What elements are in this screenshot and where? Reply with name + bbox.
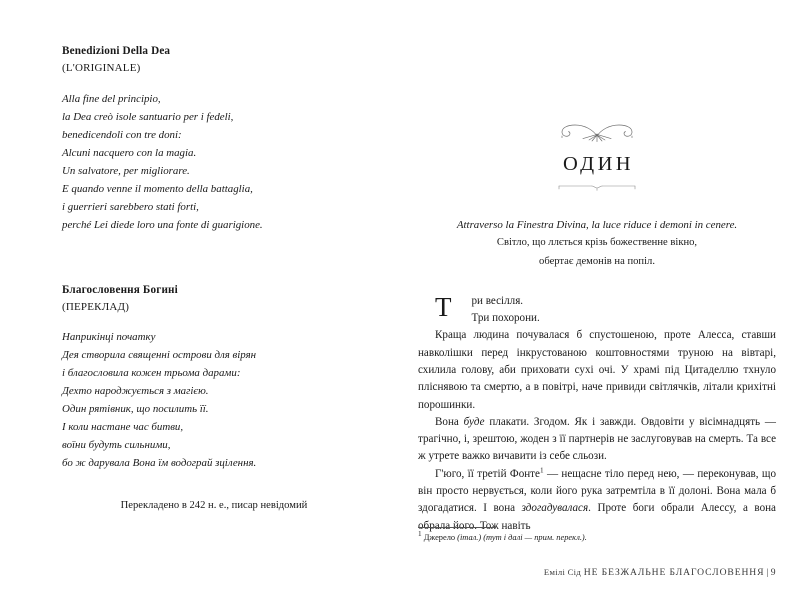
poem-line: Дехто народжується з магією. <box>62 385 209 398</box>
poem-line: E quando venne il momento della battaglia, <box>62 182 253 195</box>
poem-line: І коли настане час битви, <box>62 421 184 434</box>
body-paragraph-1 <box>418 293 776 328</box>
footer-book-title: НЕ БЕЗЖАЛЬНЕ БЛАГОСЛОВЕННЯ <box>583 567 765 578</box>
translated-poem-block <box>62 283 360 474</box>
chapter-epigraph <box>418 216 776 271</box>
drop-cap: Т <box>435 291 452 322</box>
footnote-entry <box>418 532 776 544</box>
paragraph-4-part-a: Г'юго, її третій Фонте <box>435 467 540 480</box>
translated-poem-lines <box>62 329 360 473</box>
original-poem-block <box>62 44 360 235</box>
poem-line: Un salvatore, per migliorare. <box>62 164 190 177</box>
translation-attribution: Перекладено в 242 н. е., писар невідомий <box>120 500 308 511</box>
poem-line: benedicendoli con tre doni: <box>62 128 182 141</box>
poem-line: Дея створила священні острови для вірян <box>62 349 257 362</box>
body-paragraph-1-line-2: Три похорони. <box>471 312 540 325</box>
epigraph-ukrainian-line-2: обертає демонів на попіл. <box>539 255 655 267</box>
body-paragraph-4 <box>418 466 776 535</box>
footnote-area <box>418 527 776 544</box>
right-page <box>400 0 800 600</box>
poem-line: бо ж дарувала Вона їм водограй зцілення. <box>62 457 257 470</box>
poem-line: i guerrieri sarebbero stati forti, <box>62 200 199 213</box>
footnote-number: 1 <box>418 530 422 539</box>
poem-line: Наприкінці початку <box>62 331 156 344</box>
chapter-heading <box>418 122 776 192</box>
paragraph-3-part-b: плакати. Згодом. Як і завжди. Овдовіти у вісімнадцять — трагічно, і, зрештою, жоден з її партнерів не заслуговував на смерть. Та все ж утрете важко вичавити із себе сльози. <box>418 415 776 463</box>
paragraph-3-part-a: Вона <box>435 415 464 428</box>
flourish-rule-icon <box>558 183 636 192</box>
paragraph-3-emphasis: буде <box>463 415 485 428</box>
poem-line: Alla fine del principio, <box>62 92 161 105</box>
translated-poem-title: Благословення Богині <box>62 283 178 296</box>
footnote-lead: Джерело <box>421 533 458 543</box>
poem-spacer <box>62 261 360 283</box>
poem-line: і благословила кожен трьома дарами: <box>62 367 241 380</box>
running-footer <box>544 567 776 578</box>
body-paragraph-3 <box>418 414 776 466</box>
poem-line: воїни будуть сильними, <box>62 439 171 452</box>
chapter-title: ОДИН <box>563 153 634 175</box>
original-poem-lines <box>62 91 360 235</box>
paragraph-4-part-b: — нещасне тіло перед нею, — переконував, що він просто нервується, коли його рука затремтіла в її долоні. Вона мала б здогадатися. І вона <box>418 467 777 515</box>
original-poem-title: Benedizioni Della Dea <box>62 45 171 57</box>
chapter-body-text <box>418 293 776 535</box>
body-paragraph-1-line-1: ри весілля. <box>471 294 524 307</box>
footer-page-number: 9 <box>770 567 776 578</box>
footnote-divider <box>418 527 496 528</box>
body-paragraph-2: Краща людина почувалася б спустошеною, проте Алесса, ставши навколішки перед інкрустованою коштовностями труною на вівтарі, схилила голову, аби приховати сухі очі. У храмі під Цитаделлю тхнуло пліснявою та смертю, а в повітрі, наче привиди світлячків, літали крихітні порошинки. <box>418 329 776 411</box>
paragraph-4-emphasis: здогадувалася <box>521 502 589 515</box>
poem-line: Alcuni nacquero con la magia. <box>62 146 197 159</box>
epigraph-italian: Attraverso la Finestra Divina, la luce riduce i demoni in cenere. <box>456 218 738 231</box>
translated-poem-subtitle: (ПЕРЕКЛАД) <box>62 300 130 313</box>
footnote-reference-marker[interactable]: 1 <box>539 466 544 475</box>
poem-line: Один рятівник, що посилить її. <box>62 403 209 416</box>
flourish-ornament-icon <box>549 122 645 144</box>
original-poem-subtitle: (L'ORIGINALE) <box>62 62 141 75</box>
poem-line: la Dea creò isole santuario per i fedeli, <box>62 110 234 123</box>
footer-separator: | <box>766 568 769 578</box>
footer-author-name: Емілі Сід <box>543 567 581 577</box>
epigraph-ukrainian-line-1: Світло, що ллється крізь божественне вікно, <box>496 237 698 249</box>
poem-line: perché Lei diede loro una fonte di guarigione. <box>62 218 263 231</box>
footnote-note: (італ.) (тут і далі — прим. перекл.). <box>457 533 587 543</box>
paragraph-4-part-c: . Проте боги обрали Алессу, а вона обрала його. Тож навіть <box>418 502 776 532</box>
